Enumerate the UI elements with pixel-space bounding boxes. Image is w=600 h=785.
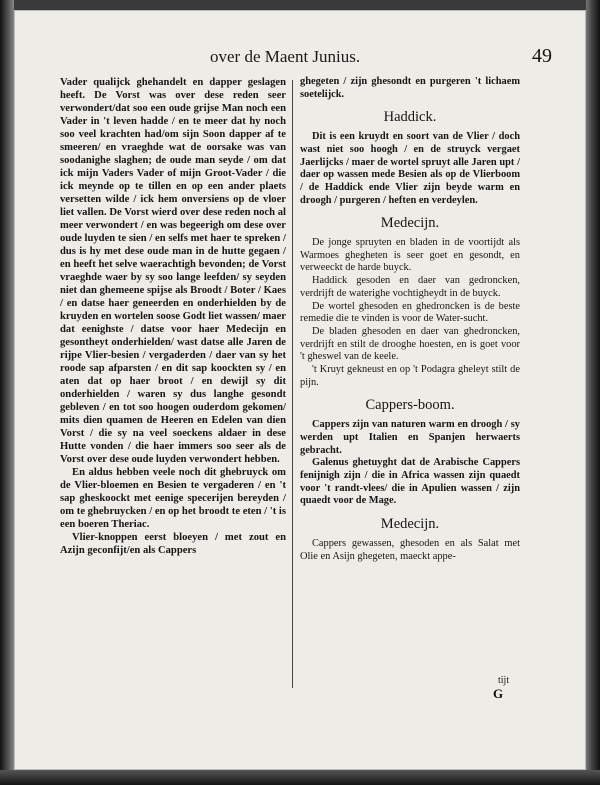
remedy-paragraph: De bladen ghesoden en daer van ghedroncken, verdrijft en stilt de drooghe hoesten, en is goet voor 't gheswel van de keele. xyxy=(300,325,520,363)
section-text: Dit is een kruydt en soort van de Vlier / doch wast niet soo hoogh / en de struyck vergaet Jaerlijcks / maer de wortel spruyt alle Jaren upt / daer op wassen mede Besien als op de Vlierboom / de Haddick ende Vlier zijn beyde warm en droogh / purgeren / heften en verdeylen. xyxy=(300,131,520,206)
book-bottom-edge xyxy=(0,770,600,785)
left-paragraph: Vader qualijck ghehandelt en dapper geslagen heeft. De Vorst was over dese reden seer verwondert/dat soo een oude grijse Man noch een Vader in 't leven hadde / en te meer dat hy noch soo veel krachten had/om sijn Soon dapper af te smeeren/ en vraeghde wat de oorsake was van soodanighe slaghen; de oude man seyde / om dat ick mijn Vaders Vader of mijn Groot-Vader / die ick meynde op te tillen en op een ander plaets versetten wilde / ick hem onversiens op de vloer liet vallen. De Vorst wierd over dese reden noch al meer verwondert / en was begeerigh om dese over oude luyden te sien / en selfs met haer te spreken / dus is hy met dese oude man in de hutte gegaen / en heeft het selve waerachtigh bevonden; de Vorst vraeghde waer by sy soo lange leefden/ sy seyden niet dan ghemeene spijse als Broodt / Boter / Kaes / en datse haer geneerden en onderhielden by de kruyden en wortelen soose Godt liet wassen/ maer dat eenighste / datse voor haer Medecijn en gesontheyt onderhielden/ wast datse alle Jaren de rijpe Vlier-besien / vergaderden / daer van sy het roode sap afparsten / en dit sap koockten sy / en aten dat op haer broot / en dewijl sy dit onderhielden / waren sy dus langhe gesondt gebleven / en tot soo hoogen ouderdom gekomen/ mits dien quamen de Heeren en Edelen van dien Vorst / die sy na veel soeckens aldaer in dese Hutte vonden / die haer immers soo seer als de Vorst over dese oude luyden verwondert hebben. xyxy=(60,77,286,465)
book-right-edge xyxy=(586,0,600,785)
section-text: Cappers zijn van naturen warm en droogh / sy werden upt Italien en Spanjen herwaerts gebracht. xyxy=(300,419,520,456)
page-number: 49 xyxy=(532,45,552,67)
book-gutter-shadow xyxy=(0,0,14,785)
section-text: Galenus ghetuyght dat de Arabische Cappers fenijnigh zijn / die in Africa wassen zijn quaedt voor 't randt-vlees/ die in Apulien wassen / zijn quaedt voor de Mage. xyxy=(300,457,520,507)
section-heading-cappers-boom: Cappers-boom. xyxy=(365,397,455,414)
section-heading-haddick: Haddick. xyxy=(383,109,437,126)
remedy-paragraph: Haddick gesoden en daer van gedroncken, verdrijft de waterighe vochtigheydt in de buyck. xyxy=(300,275,520,299)
page-header xyxy=(70,45,550,73)
running-head: over de Maent Junius. xyxy=(210,47,361,66)
catchword: tijt xyxy=(498,675,510,686)
remedy-paragraph: Cappers gewassen, ghesoden en als Salat met Olie en Asijn ghegeten, maeckt appe- xyxy=(300,537,520,562)
right-continuation: ghegeten / zijn ghesondt en purgeren 't lichaem soetelijck. xyxy=(300,76,520,100)
section-heading-medecijn: Medecijn. xyxy=(380,215,440,232)
left-column xyxy=(60,76,286,557)
section-heading-medecijn: Medecijn. xyxy=(380,516,440,533)
right-column xyxy=(300,76,520,563)
column-divider xyxy=(292,80,293,688)
remedy-paragraph: De jonge spruyten en bladen in de voortijdt als Warmoes ghegheten is seer goet en gesondt, en verweeckt de harde buyck. xyxy=(300,237,520,274)
left-paragraph: Vlier-knoppen eerst bloeyen / met zout en Azijn geconfijt/en als Cappers xyxy=(60,532,286,556)
remedy-paragraph: De wortel ghesoden en ghedroncken is de beste remedie die te vinden is voor de Water-sucht. xyxy=(300,300,520,325)
signature-mark: G xyxy=(493,686,504,701)
remedy-paragraph: 't Kruyt gekneust en op 't Podagra gheleyt stilt de pijn. xyxy=(300,364,520,388)
left-paragraph: En aldus hebben veele noch dit ghebruyck om de Vlier-bloemen en Besien te vergaderen / en 't sap gheskoockt met eenige specerijen bereyden / om te ghebruycken / en op het broodt te eten / 't is een boeren Theriac. xyxy=(60,467,286,530)
